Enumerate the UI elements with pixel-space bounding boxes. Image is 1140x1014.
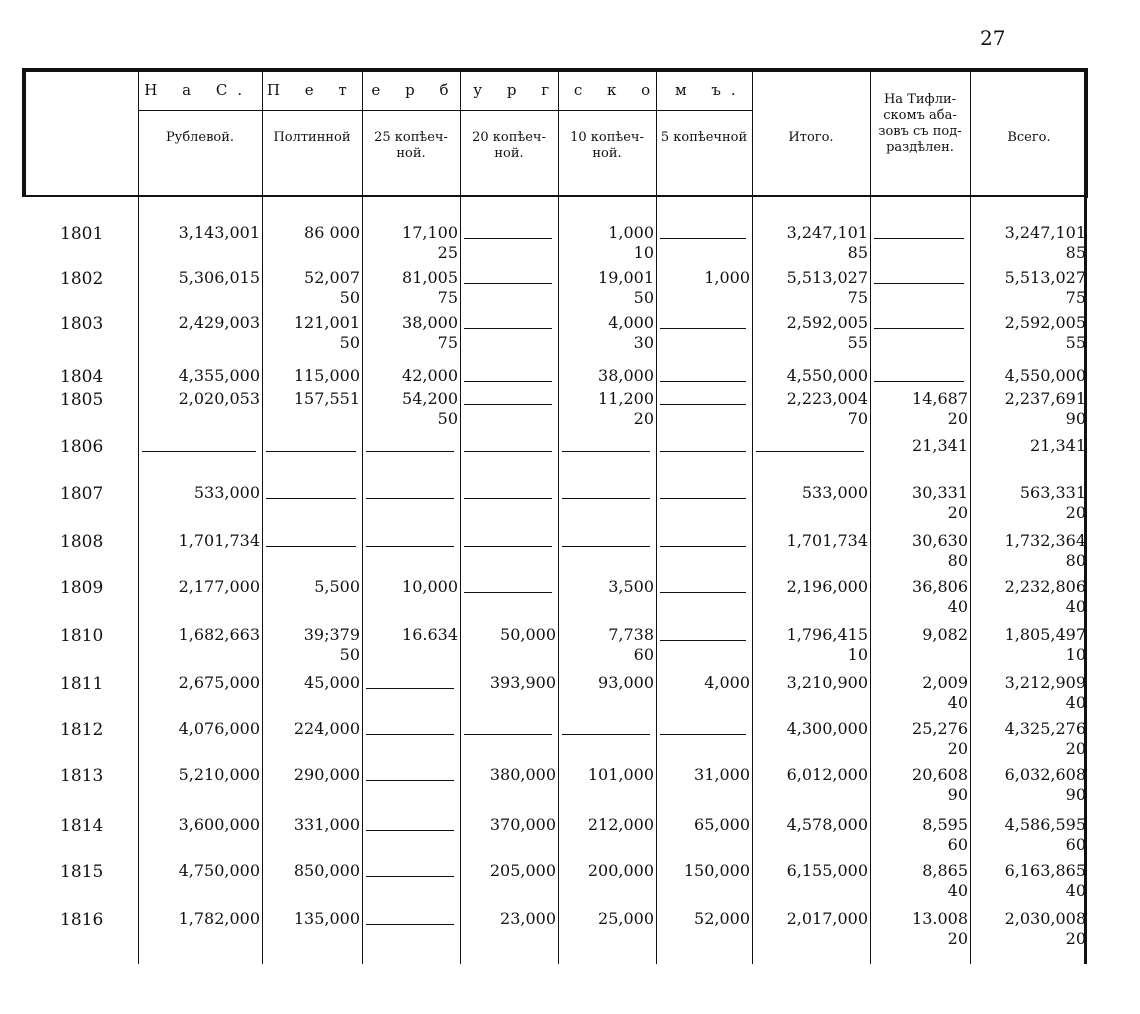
empty-dash (366, 734, 454, 735)
cell-value: 25,276 (912, 719, 968, 738)
cell-value: 90 (947, 785, 968, 804)
cell-value: 4,000 (608, 313, 654, 332)
cell-value: 81,005 (402, 268, 458, 287)
cell-value: 20 (947, 503, 968, 522)
cell-value: 50 (339, 333, 360, 352)
empty-dash (562, 451, 650, 452)
cell-value: 5,210,000 (178, 765, 260, 784)
cell-value: 7,738 (608, 625, 654, 644)
empty-dash (660, 328, 746, 329)
empty-dash (366, 830, 454, 831)
cell-value: 40 (947, 693, 968, 712)
column-rule (362, 72, 363, 964)
group-title: Н а С. П е т е р б у р г с к о м ъ. (144, 81, 746, 99)
cell-value: 54,200 (402, 389, 458, 408)
empty-dash (660, 381, 746, 382)
year-label: 1801 (60, 224, 104, 244)
empty-dash (874, 238, 964, 239)
column-header: 5 копѣечной (660, 130, 748, 145)
empty-dash (660, 238, 746, 239)
cell-value: 4,586,595 (1004, 815, 1086, 834)
empty-dash (874, 283, 964, 284)
cell-value: 20 (633, 409, 654, 428)
cell-value: 30,331 (912, 483, 968, 502)
cell-value: 25,000 (598, 909, 654, 928)
header-bottom-rule (22, 195, 1088, 197)
cell-value: 1,701,734 (786, 531, 868, 550)
page-number: 27 (980, 26, 1006, 50)
empty-dash (660, 498, 746, 499)
cell-value: 13.008 (912, 909, 968, 928)
cell-value: 2,030,008 (1004, 909, 1086, 928)
cell-value: 20 (947, 929, 968, 948)
cell-value: 50 (339, 288, 360, 307)
table-top-border (22, 68, 1088, 72)
cell-value: 563,331 (1019, 483, 1086, 502)
cell-value: 4,325,276 (1004, 719, 1086, 738)
cell-value: 30,630 (912, 531, 968, 550)
empty-dash (464, 734, 552, 735)
cell-value: 50 (633, 288, 654, 307)
cell-value: 60 (633, 645, 654, 664)
cell-value: 90 (1065, 409, 1086, 428)
year-label: 1815 (60, 862, 104, 882)
cell-value: 50 (339, 645, 360, 664)
cell-value: 6,012,000 (786, 765, 868, 784)
cell-value: 2,592,005 (1004, 313, 1086, 332)
cell-value: 150,000 (683, 861, 750, 880)
year-label: 1813 (60, 766, 104, 786)
column-header: 10 копѣеч-ной. (570, 130, 644, 161)
cell-value: 25 (437, 243, 458, 262)
cell-value: 40 (1065, 693, 1086, 712)
empty-dash (266, 498, 356, 499)
empty-dash (464, 238, 552, 239)
column-header: Итого. (788, 130, 834, 145)
cell-value: 3,212,909 (1004, 673, 1086, 692)
empty-dash (464, 451, 552, 452)
column-header: Всего. (1007, 130, 1051, 145)
cell-value: 1,682,663 (178, 625, 260, 644)
cell-value: 20 (1065, 739, 1086, 758)
cell-value: 2,223,004 (786, 389, 868, 408)
year-label: 1816 (60, 910, 104, 930)
cell-value: 533,000 (801, 483, 868, 502)
year-label: 1802 (60, 269, 104, 289)
year-label: 1808 (60, 532, 104, 552)
empty-dash (464, 404, 552, 405)
cell-value: 21,341 (1030, 436, 1086, 455)
cell-value: 42,000 (402, 366, 458, 385)
cell-value: 200,000 (587, 861, 654, 880)
cell-value: 2,177,000 (178, 577, 260, 596)
cell-value: 290,000 (293, 765, 360, 784)
empty-dash (366, 498, 454, 499)
cell-value: 4,550,000 (786, 366, 868, 385)
cell-value: 38,000 (402, 313, 458, 332)
empty-dash (562, 498, 650, 499)
cell-value: 40 (1065, 597, 1086, 616)
cell-value: 75 (437, 333, 458, 352)
cell-value: 1,701,734 (178, 531, 260, 550)
cell-value: 331,000 (293, 815, 360, 834)
cell-value: 86 000 (304, 223, 360, 242)
empty-dash (660, 734, 746, 735)
cell-value: 380,000 (489, 765, 556, 784)
table-left-border (22, 68, 26, 196)
cell-value: 50 (437, 409, 458, 428)
cell-value: 6,155,000 (786, 861, 868, 880)
column-header: Рублевой. (165, 130, 235, 145)
empty-dash (562, 734, 650, 735)
empty-dash (266, 546, 356, 547)
cell-value: 20 (1065, 503, 1086, 522)
cell-value: 90 (1065, 785, 1086, 804)
cell-value: 80 (1065, 551, 1086, 570)
cell-value: 1,000 (704, 268, 750, 287)
year-label: 1806 (60, 437, 104, 457)
cell-value: 39;379 (303, 625, 360, 644)
cell-value: 40 (1065, 881, 1086, 900)
cell-value: 19,001 (598, 268, 654, 287)
cell-value: 2,592,005 (786, 313, 868, 332)
cell-value: 4,550,000 (1004, 366, 1086, 385)
cell-value: 10 (633, 243, 654, 262)
cell-value: 5,513,027 (1004, 268, 1086, 287)
column-header: 20 копѣеч-ной. (472, 130, 546, 161)
cell-value: 85 (847, 243, 868, 262)
cell-value: 21,341 (912, 436, 968, 455)
column-header: На Тифли-скомъ аба-зовъ съ под-раздѣлен. (878, 92, 962, 155)
cell-value: 20 (947, 409, 968, 428)
cell-value: 4,750,000 (178, 861, 260, 880)
empty-dash (366, 924, 454, 925)
cell-value: 16.634 (402, 625, 458, 644)
cell-value: 45,000 (304, 673, 360, 692)
cell-value: 1,732,364 (1004, 531, 1086, 550)
year-label: 1804 (60, 367, 104, 387)
cell-value: 17,100 (402, 223, 458, 242)
cell-value: 2,429,003 (178, 313, 260, 332)
cell-value: 4,076,000 (178, 719, 260, 738)
cell-value: 135,000 (293, 909, 360, 928)
cell-value: 4,300,000 (786, 719, 868, 738)
cell-value: 60 (1065, 835, 1086, 854)
cell-value: 52,007 (304, 268, 360, 287)
empty-dash (142, 451, 256, 452)
cell-value: 10 (1065, 645, 1086, 664)
cell-value: 101,000 (587, 765, 654, 784)
cell-value: 85 (1065, 243, 1086, 262)
empty-dash (464, 381, 552, 382)
cell-value: 115,000 (293, 366, 360, 385)
year-label: 1809 (60, 578, 104, 598)
cell-value: 10 (847, 645, 868, 664)
cell-value: 5,306,015 (178, 268, 260, 287)
cell-value: 157,551 (293, 389, 360, 408)
cell-value: 9,082 (922, 625, 968, 644)
year-label: 1803 (60, 314, 104, 334)
empty-dash (464, 283, 552, 284)
column-rule (262, 72, 263, 964)
empty-dash (874, 328, 964, 329)
empty-dash (266, 451, 356, 452)
cell-value: 3,247,101 (1004, 223, 1086, 242)
column-rule (970, 72, 971, 964)
cell-value: 4,000 (704, 673, 750, 692)
cell-value: 20 (947, 739, 968, 758)
cell-value: 31,000 (694, 765, 750, 784)
column-rule (870, 72, 871, 964)
cell-value: 38,000 (598, 366, 654, 385)
cell-value: 370,000 (489, 815, 556, 834)
empty-dash (464, 498, 552, 499)
cell-value: 2,232,806 (1004, 577, 1086, 596)
column-header: 25 копѣеч-ной. (374, 130, 448, 161)
cell-value: 3,210,900 (786, 673, 868, 692)
cell-value: 36,806 (912, 577, 968, 596)
cell-value: 1,000 (608, 223, 654, 242)
cell-value: 4,355,000 (178, 366, 260, 385)
cell-value: 11,200 (598, 389, 654, 408)
cell-value: 23,000 (500, 909, 556, 928)
cell-value: 850,000 (293, 861, 360, 880)
cell-value: 6,032,608 (1004, 765, 1086, 784)
cell-value: 75 (847, 288, 868, 307)
cell-value: 10,000 (402, 577, 458, 596)
cell-value: 224,000 (293, 719, 360, 738)
cell-value: 2,196,000 (786, 577, 868, 596)
year-label: 1812 (60, 720, 104, 740)
column-rule (460, 72, 461, 964)
empty-dash (366, 780, 454, 781)
empty-dash (464, 328, 552, 329)
column-rule (138, 72, 139, 964)
cell-value: 65,000 (694, 815, 750, 834)
cell-value: 2,020,053 (178, 389, 260, 408)
empty-dash (756, 451, 864, 452)
column-rule (656, 72, 657, 964)
cell-value: 3,247,101 (786, 223, 868, 242)
cell-value: 75 (1065, 288, 1086, 307)
empty-dash (874, 381, 964, 382)
year-label: 1810 (60, 626, 104, 646)
cell-value: 2,237,691 (1004, 389, 1086, 408)
year-label: 1814 (60, 816, 104, 836)
cell-value: 8,865 (922, 861, 968, 880)
column-rule (558, 72, 559, 964)
empty-dash (660, 451, 746, 452)
cell-value: 3,500 (608, 577, 654, 596)
empty-dash (660, 404, 746, 405)
column-rule (752, 72, 753, 964)
empty-dash (660, 640, 746, 641)
year-label: 1805 (60, 390, 104, 410)
cell-value: 5,500 (314, 577, 360, 596)
cell-value: 80 (947, 551, 968, 570)
cell-value: 3,143,001 (178, 223, 260, 242)
empty-dash (660, 592, 746, 593)
empty-dash (366, 876, 454, 877)
cell-value: 60 (947, 835, 968, 854)
cell-value: 20,608 (912, 765, 968, 784)
cell-value: 2,009 (922, 673, 968, 692)
cell-value: 205,000 (489, 861, 556, 880)
empty-dash (464, 546, 552, 547)
cell-value: 20 (1065, 929, 1086, 948)
empty-dash (464, 592, 552, 593)
cell-value: 1,782,000 (178, 909, 260, 928)
cell-value: 70 (847, 409, 868, 428)
column-header: Полтинной (273, 130, 351, 145)
empty-dash (366, 546, 454, 547)
cell-value: 1,805,497 (1004, 625, 1086, 644)
cell-value: 55 (1065, 333, 1086, 352)
empty-dash (366, 688, 454, 689)
cell-value: 8,595 (922, 815, 968, 834)
cell-value: 5,513,027 (786, 268, 868, 287)
cell-value: 55 (847, 333, 868, 352)
cell-value: 1,796,415 (786, 625, 868, 644)
cell-value: 3,600,000 (178, 815, 260, 834)
cell-value: 52,000 (694, 909, 750, 928)
cell-value: 2,675,000 (178, 673, 260, 692)
cell-value: 40 (947, 881, 968, 900)
cell-value: 2,017,000 (786, 909, 868, 928)
cell-value: 4,578,000 (786, 815, 868, 834)
year-label: 1811 (60, 674, 104, 694)
cell-value: 533,000 (193, 483, 260, 502)
empty-dash (660, 546, 746, 547)
cell-value: 14,687 (912, 389, 968, 408)
cell-value: 30 (633, 333, 654, 352)
cell-value: 212,000 (587, 815, 654, 834)
cell-value: 50,000 (500, 625, 556, 644)
group-header-rule (138, 110, 752, 111)
cell-value: 121,001 (293, 313, 360, 332)
cell-value: 93,000 (598, 673, 654, 692)
year-label: 1807 (60, 484, 104, 504)
cell-value: 40 (947, 597, 968, 616)
empty-dash (562, 546, 650, 547)
cell-value: 75 (437, 288, 458, 307)
cell-value: 6,163,865 (1004, 861, 1086, 880)
cell-value: 393,900 (489, 673, 556, 692)
empty-dash (366, 451, 454, 452)
